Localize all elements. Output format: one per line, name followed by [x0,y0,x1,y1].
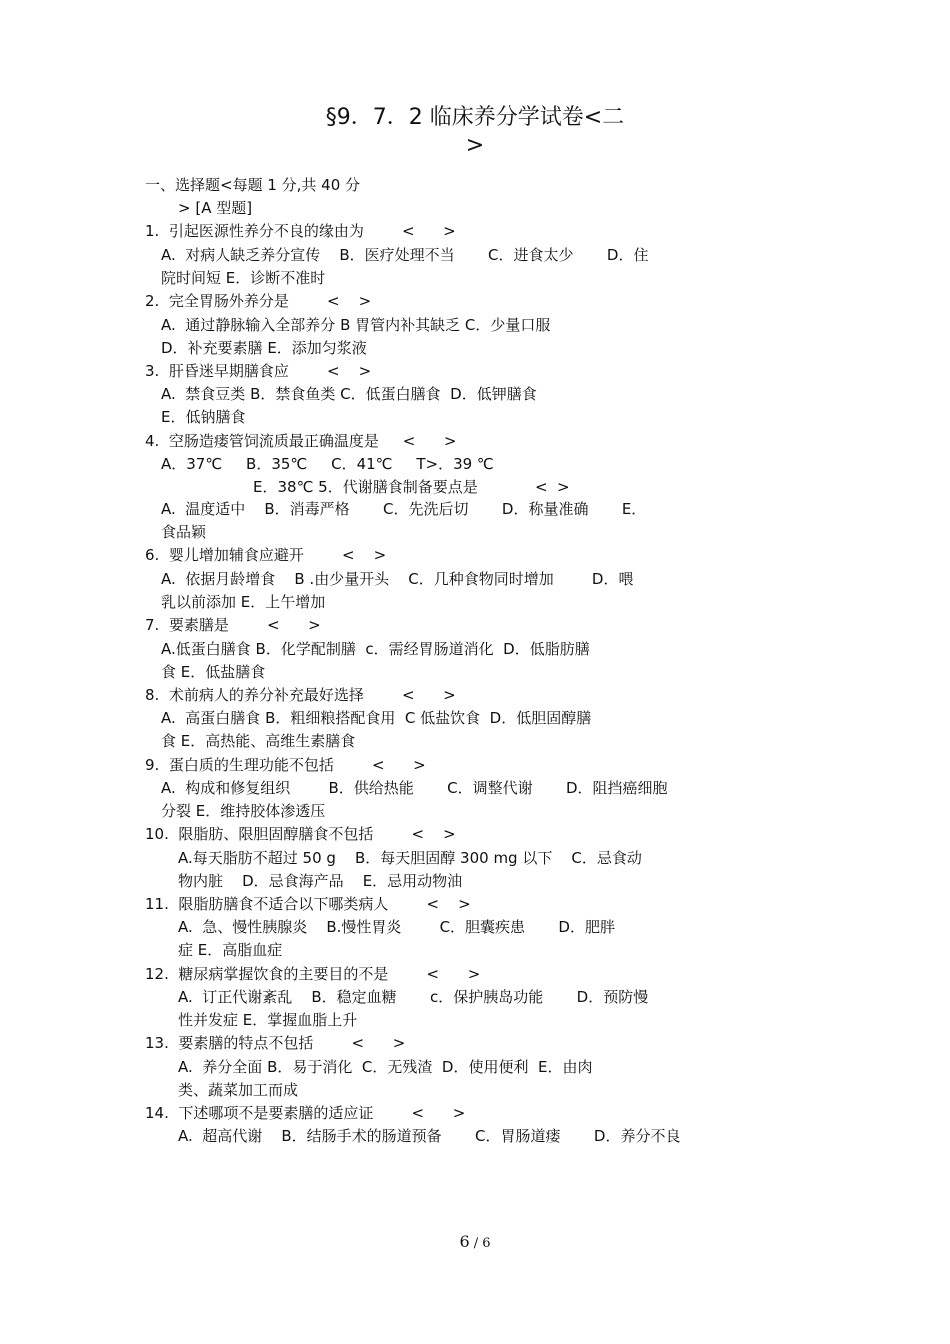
question-7: 7. 要素膳是 < > [145,616,321,634]
page-number-total: 6 [482,1236,491,1251]
question-1-options-cont: 院时间短 E．诊断不准时 [161,269,326,287]
question-11: 11. 限脂肪膳食不适合以下哪类病人 < > [145,895,471,913]
question-12-options: A. 订正代谢紊乱 B．稳定血糖 c．保护胰岛功能 D．预防慢 [178,988,649,1006]
question-5-options-cont: 食品颖 [161,523,207,541]
question-6-options-cont: 乳以前添加 E．上午增加 [161,593,326,611]
question-11-options-cont: 症 E．高脂血症 [178,941,283,959]
question-4-options: A．37℃ B．35℃ C．41℃ T>．39 ℃ [161,455,494,473]
question-9-options-cont: 分裂 E．维持胶体渗透压 [161,802,326,820]
question-8-options-cont: 食 E．高热能、高维生素膳食 [161,732,356,750]
question-3-options: A. 禁食豆类 B．禁食鱼类 C．低蛋白膳食 D．低钾膳食 [161,385,537,403]
question-12-options-cont: 性并发症 E．掌握血脂上升 [178,1011,358,1029]
page-number-current: 6 [459,1232,470,1251]
question-11-options: A. 急、慢性胰腺炎 B.慢性胃炎 C．胆囊疾患 D．肥胖 [178,918,615,936]
question-5-options: A. 温度适中 B．消毒严格 C．先洗后切 D．称量准确 E． [161,500,647,518]
question-6-options: A. 依据月龄增食 B .由少量开头 C．几种食物同时增加 D．喂 [161,570,634,588]
question-1-options: A. 对病人缺乏养分宣传 B．医疗处理不当 C．进食太少 D．住 [161,246,649,264]
question-14-options: A. 超高代谢 B．结肠手术的肠道预备 C．胃肠道瘘 D．养分不良 [178,1127,681,1145]
question-1: 1. 引起医源性养分不良的缘由为 < > [145,222,456,240]
question-7-options: A.低蛋白膳食 B．化学配制膳 c．需经胃肠道消化 D．低脂肪膳 [161,640,590,658]
question-8: 8. 术前病人的养分补充最好选择 < > [145,686,456,704]
page-number-separator: / [469,1236,483,1251]
question-4-5-combined: E．38℃ 5．代谢膳食制备要点是 < > [253,478,570,496]
question-3-options-cont: E．低钠膳食 [161,408,246,426]
question-10-options: A.每天脂肪不超过 50 g B．每天胆固醇 300 mg 以下 C．忌食动 [178,849,642,867]
question-3: 3. 肝昏迷早期膳食应 < > [145,362,372,380]
question-10: 10. 限脂肪、限胆固醇膳食不包括 < > [145,825,456,843]
question-12: 12. 糖尿病掌握饮食的主要目的不是 < > [145,965,481,983]
question-14: 14. 下述哪项不是要素膳的适应证 < > [145,1104,466,1122]
question-8-options: A. 高蛋白膳食 B．粗细粮搭配食用 C 低盐饮食 D．低胆固醇膳 [161,709,592,727]
question-6: 6. 婴儿增加辅食应避开 < > [145,546,387,564]
exam-title-line-1: §9．7．2 临床养分学试卷<二 [325,105,625,130]
question-2-options: A. 通过静脉输入全部养分 B 胃管内补其缺乏 C．少量口服 [161,316,551,334]
question-13-options-cont: 类、蔬菜加工而成 [178,1081,299,1099]
exam-title-line-2: > [465,133,485,158]
section-heading: 一、选择题<每题 1 分,共 40 分 [145,176,361,194]
exam-title [300,104,650,160]
question-2: 2. 完全胃肠外养分是 < > [145,292,372,310]
page-number [0,1232,950,1251]
question-9-options: A. 构成和修复组织 B．供给热能 C．调整代谢 D．阻挡癌细胞 [161,779,668,797]
section-subheading: > [A 型题] [178,199,253,217]
question-7-options-cont: 食 E．低盐膳食 [161,663,266,681]
question-10-options-cont: 物内脏 D．忌食海产品 E．忌用动物油 [178,872,463,890]
question-9: 9. 蛋白质的生理功能不包括 < > [145,756,426,774]
question-13: 13. 要素膳的特点不包括 < > [145,1034,406,1052]
question-2-options-cont: D．补充要素膳 E．添加匀浆液 [161,339,367,357]
question-4: 4. 空肠造瘘管饲流质最正确温度是 < > [145,432,457,450]
question-13-options: A. 养分全面 B．易于消化 C．无残渣 D．使用便利 E．由肉 [178,1058,593,1076]
